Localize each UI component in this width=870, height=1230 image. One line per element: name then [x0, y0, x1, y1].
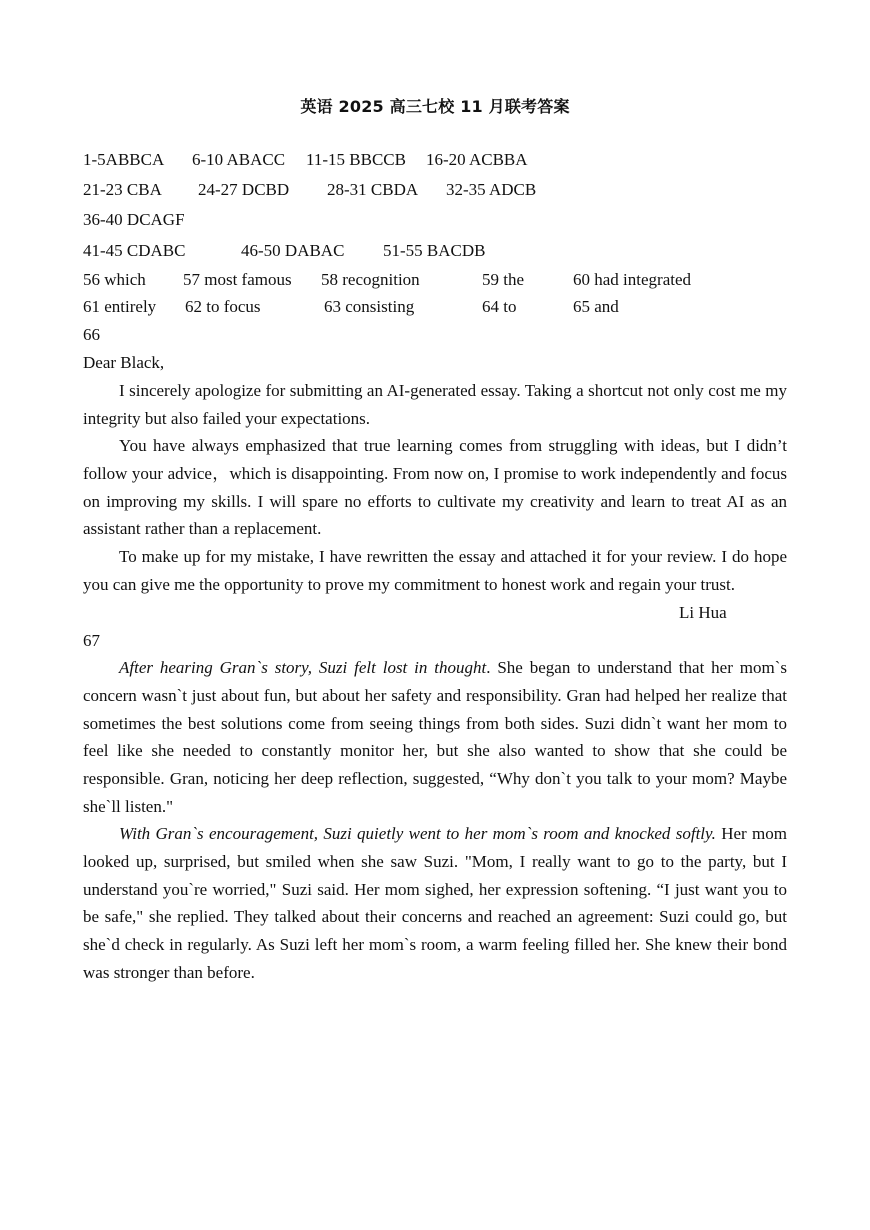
- answer-group: 1-5ABBCA: [83, 150, 165, 169]
- answer-item: 60 had integrated: [573, 270, 692, 289]
- answer-group: 28-31 CBDA: [327, 180, 419, 199]
- answer-item: 57 most famous: [183, 270, 292, 289]
- answer-item: 59 the: [482, 270, 525, 289]
- answer-group: 21-23 CBA: [83, 180, 162, 199]
- answer-group: 41-45 CDABC: [83, 241, 186, 260]
- story-lead-italic: With Gran`s encouragement, Suzi quietly went to her mom`s room and knocked softly.: [119, 824, 716, 843]
- story-paragraph: [83, 654, 787, 821]
- answer-group: 32-35 ADCB: [446, 180, 537, 199]
- story-lead-italic: After hearing Gran`s story, Suzi felt lost in thought: [119, 658, 487, 677]
- story-text: Her mom looked up, surprised, but smiled when she saw Suzi. "Mom, I really want to go to the party, but I understand you`re worried," Suzi said. Her mom sighed, her expression softening. “I just want you to be safe," she replied. They talked about their concerns and reached an agreement: Suzi could go, but she`d check in regularly. As Suzi left her mom`s room, a warm feeling filled her. She knew their bond was stronger than before.: [83, 824, 787, 982]
- letter-signature: Li Hua: [679, 603, 727, 622]
- answer-item: 64 to: [482, 297, 517, 316]
- answer-group: 11-15 BBCCB: [306, 150, 406, 169]
- answer-group: 51-55 BACDB: [383, 241, 486, 260]
- story-text: . She began to understand that her mom`s concern wasn`t just about fun, but about her safety and responsibility. Gran had helped her realize that sometimes the best solutions come from seeing things from both sides. Suzi didn`t want her mom to feel like she needed to constantly monitor her, but she also wanted to show that she could be responsible. Gran, noticing her deep reflection, suggested, “Why don`t you talk to your mom? Maybe she`ll listen.": [83, 658, 787, 816]
- answer-item: 62 to focus: [185, 297, 261, 316]
- answer-item: 63 consisting: [324, 297, 415, 316]
- answer-group: 46-50 DABAC: [241, 241, 345, 260]
- answer-item: 65 and: [573, 297, 619, 316]
- answer-group: 16-20 ACBBA: [426, 150, 528, 169]
- question-number-66: 66: [83, 325, 100, 344]
- letter-paragraph: To make up for my mistake, I have rewritten the essay and attached it for your review. I do hope you can give me the opportunity to prove my commitment to honest work and regain your trust.: [83, 547, 787, 594]
- question-number-67: 67: [83, 631, 100, 650]
- letter-paragraph: I sincerely apologize for submitting an AI-generated essay. Taking a shortcut not only cost me my integrity but also failed your expectations.: [83, 381, 787, 428]
- answer-group: 6-10 ABACC: [192, 150, 286, 169]
- answer-item: 58 recognition: [321, 270, 420, 289]
- answer-item: 61 entirely: [83, 297, 157, 316]
- letter-greeting: Dear Black,: [83, 353, 165, 372]
- answer-item: 56 which: [83, 270, 146, 289]
- answer-group: 24-27 DCBD: [198, 180, 290, 199]
- answer-group: 36-40 DCAGF: [83, 210, 185, 229]
- story-paragraph: [83, 820, 787, 987]
- letter-paragraph: You have always emphasized that true learning comes from struggling with ideas, but I didn’t follow your advice，which is disappointing. From now on, I promise to work independently and focus on improving my skills. I will spare no efforts to cultivate my creativity and learn to treat AI as an assistant rather than a replacement.: [83, 436, 787, 539]
- page-title: 英语 2025 高三七校 11 月联考答案: [300, 97, 570, 116]
